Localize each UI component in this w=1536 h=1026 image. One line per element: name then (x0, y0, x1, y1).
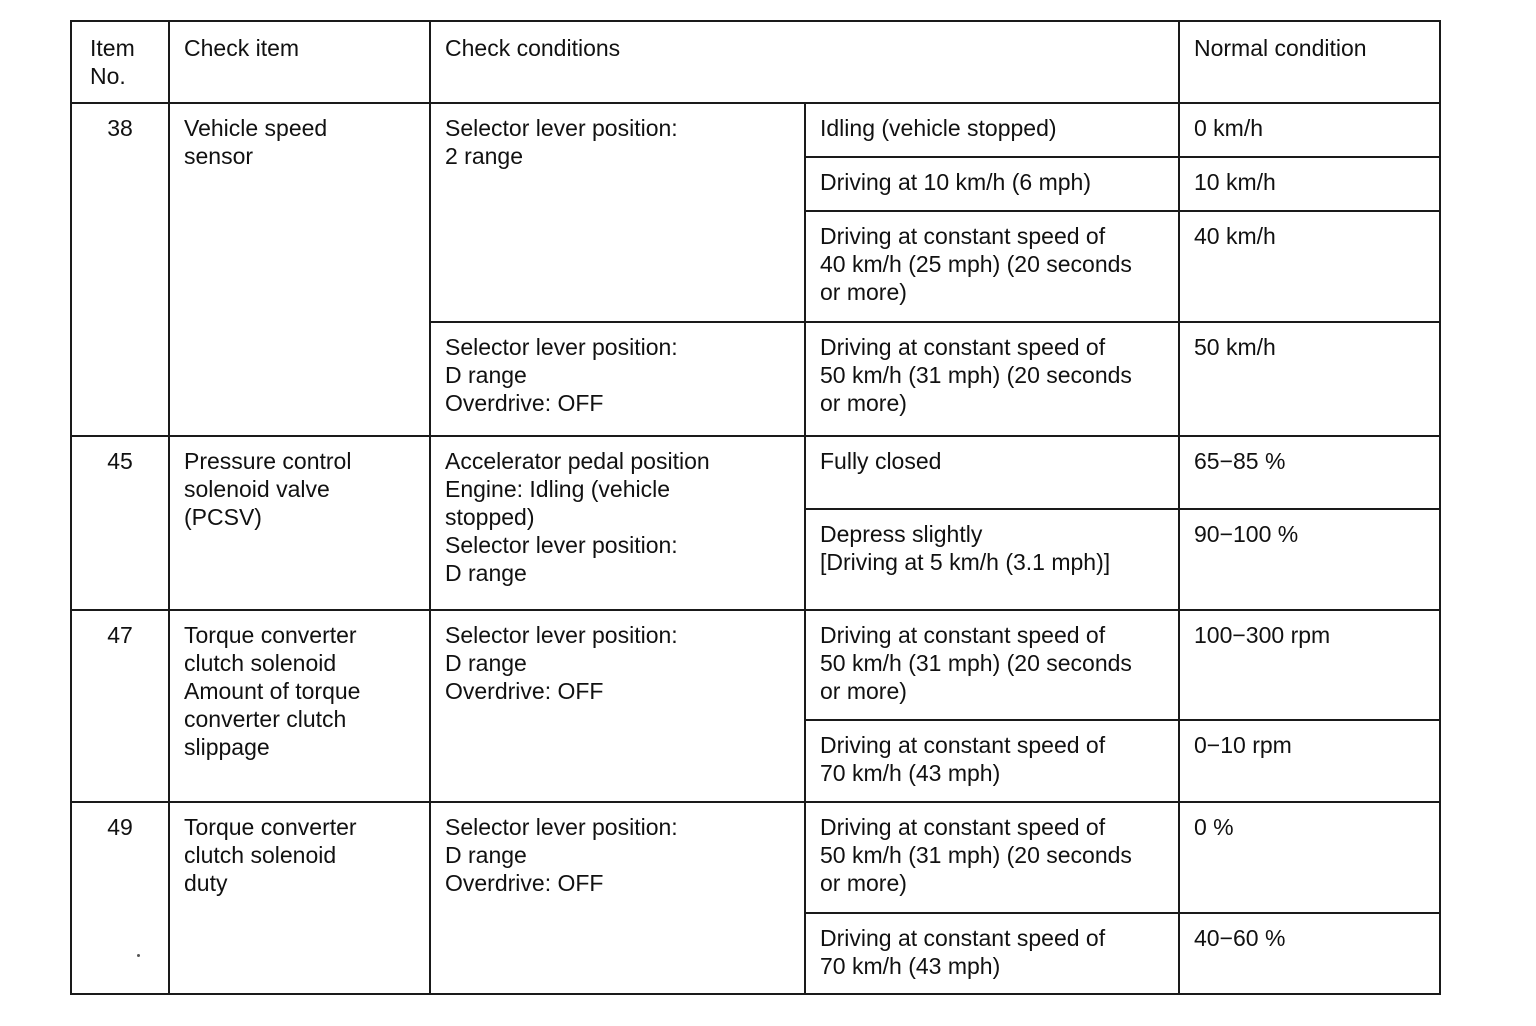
normal-cell: 90−100 % (1179, 509, 1440, 610)
header-row (71, 21, 1440, 103)
condition-cell: Selector lever position: D range Overdrive: OFF (430, 802, 805, 994)
normal-cell: 65−85 % (1179, 436, 1440, 509)
item-number: 49 (71, 802, 169, 994)
check-item-cell: Vehicle speed sensor (169, 103, 430, 436)
item-number: 38 (71, 103, 169, 436)
detail-cell: Driving at constant speed of 70 km/h (43 mph) (805, 913, 1179, 994)
condition-cell: Selector lever position: D range Overdrive: OFF (430, 610, 805, 802)
detail-cell: Idling (vehicle stopped) (805, 103, 1179, 157)
condition-cell: Selector lever position: 2 range (430, 103, 805, 322)
condition-cell: Accelerator pedal position Engine: Idling (vehicle stopped) Selector lever position: D range (430, 436, 805, 610)
table-row (71, 103, 1440, 157)
condition-cell: Selector lever position: D range Overdrive: OFF (430, 322, 805, 436)
table-row (71, 436, 1440, 509)
check-item-cell: Torque converter clutch solenoid Amount of torque converter clutch slippage (169, 610, 430, 802)
detail-cell: Driving at 10 km/h (6 mph) (805, 157, 1179, 211)
normal-cell: 0−10 rpm (1179, 720, 1440, 802)
detail-cell: Driving at constant speed of 40 km/h (25 mph) (20 seconds or more) (805, 211, 1179, 322)
normal-cell: 0 % (1179, 802, 1440, 913)
normal-cell: 100−300 rpm (1179, 610, 1440, 720)
detail-cell: Depress slightly [Driving at 5 km/h (3.1 mph)] (805, 509, 1179, 610)
detail-cell: Fully closed (805, 436, 1179, 509)
normal-cell: 40−60 % (1179, 913, 1440, 994)
normal-cell: 50 km/h (1179, 322, 1440, 436)
normal-cell: 0 km/h (1179, 103, 1440, 157)
normal-cell: 40 km/h (1179, 211, 1440, 322)
item-number: 45 (71, 436, 169, 610)
detail-cell: Driving at constant speed of 50 km/h (31 mph) (20 seconds or more) (805, 322, 1179, 436)
item-number: 47 (71, 610, 169, 802)
check-item-cell: Pressure control solenoid valve (PCSV) (169, 436, 430, 610)
detail-cell: Driving at constant speed of 70 km/h (43 mph) (805, 720, 1179, 802)
header-check-conditions: Check conditions (430, 21, 1179, 103)
normal-cell: 10 km/h (1179, 157, 1440, 211)
header-normal-condition: Normal condition (1179, 21, 1440, 103)
table-row (71, 802, 1440, 913)
check-item-cell: Torque converter clutch solenoid duty (169, 802, 430, 994)
scan-speck (137, 954, 140, 957)
check-table (70, 20, 1441, 995)
detail-cell: Driving at constant speed of 50 km/h (31 mph) (20 seconds or more) (805, 802, 1179, 913)
detail-cell: Driving at constant speed of 50 km/h (31 mph) (20 seconds or more) (805, 610, 1179, 720)
header-check-item: Check item (169, 21, 430, 103)
header-item-no: Item No. (71, 21, 169, 103)
table-row (71, 610, 1440, 720)
